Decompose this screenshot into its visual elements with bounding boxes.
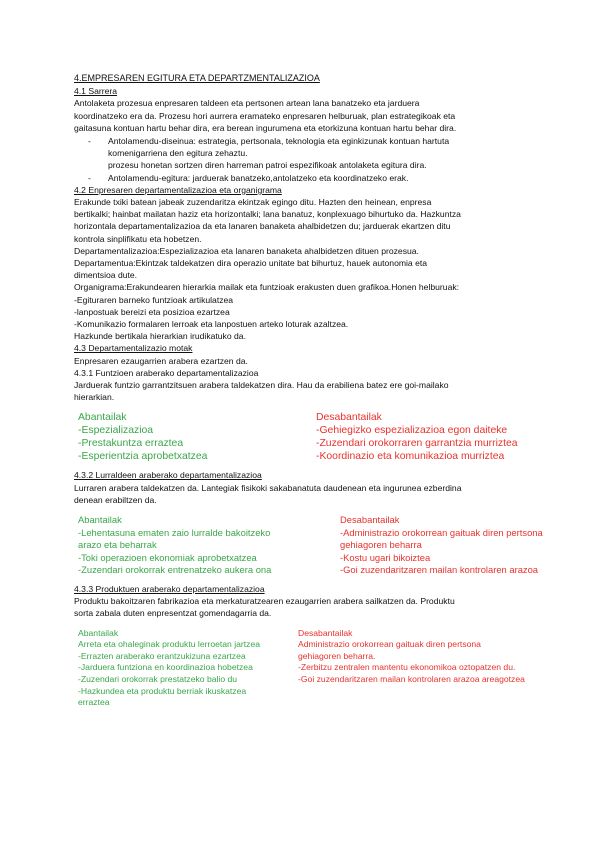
pros-cons-table-2 <box>74 514 554 577</box>
paragraph-line: dimentsioa dute. <box>74 270 138 281</box>
cons-heading: Desabantailak <box>316 412 382 424</box>
pros-item: -Zuzendari orokorrak prestatzeko balio du <box>78 674 238 685</box>
pros-item: Arreta eta ohaleginak produktu lerroetan jartzea <box>78 639 261 650</box>
paragraph-line: Departamentalizazioa:Espezializazioa eta lanaren banaketa ahalbidetzen dituen prozesua. <box>74 245 419 256</box>
pros-item: -Lehentasuna ematen zaio lurralde bakoitzeko <box>78 526 271 538</box>
pros-heading: Abantailak <box>78 627 119 638</box>
paragraph-line: -lanpostuak bereizi eta posizioa ezartzea <box>74 306 230 317</box>
pros-item: -Errazten araberako erantzukizuna ezartzea <box>78 650 246 661</box>
paragraph-line: Hazkunde bertikala hierarkian irudikatuko da. <box>74 331 246 342</box>
pros-item: -Esperientzia aprobetxatzea <box>78 451 208 463</box>
pros-heading: Abantailak <box>78 412 127 424</box>
list-item <box>74 172 554 184</box>
pros-item: -Prestakuntza erraztea <box>78 438 184 450</box>
paragraph-line: Jarduerak funtzio garrantzitsuen arabera taldekatzen dira. Hau da erabiliena batez ere goi-mailako <box>74 380 449 391</box>
pros-cons-table-3 <box>74 628 554 709</box>
cons-heading: Desabantailak <box>298 627 353 638</box>
pros-item: -Zuzendari orokorrak entrenatzeko aukera ona <box>78 564 272 576</box>
subsection-heading-4-3-3: 4.3.3 Produktuen araberako departamentalizazioa <box>74 584 265 595</box>
section-heading-4-2: 4.2 Enpresaren departamentalizazioa eta organigrama <box>74 184 282 195</box>
pros-item: -Espezializazioa <box>78 425 154 437</box>
cons-column <box>316 411 554 463</box>
pros-item: -Jarduera funtziona en koordinazioa hobetzea <box>78 662 253 673</box>
paragraph-line: -Egituraren barneko funtzioak artikulatzea <box>74 294 234 305</box>
paragraph-line: Enpresaren ezaugarrien arabera ezartzen da. <box>74 355 248 366</box>
paragraph-line: denean erabiltzen da. <box>74 494 157 505</box>
paragraph-line: Lurraren arabera taldekatzen da. Lantegiak fisikoki sakabanatuta daudenean eta ingurunea ezberdina <box>74 482 462 493</box>
cons-item: -Administrazio orokorrean gaituak diren pertsona <box>340 526 543 538</box>
page-title: 4.EMPRESAREN EGITURA ETA DEPARTZMENTALIZAZIOA <box>74 73 320 83</box>
cons-heading: Desabantailak <box>340 514 400 526</box>
cons-item: -Zuzendari orokorraren garrantzia murriztea <box>316 438 518 450</box>
pros-item: erraztea <box>78 697 110 708</box>
cons-item: -Kostu ugari bikoiztea <box>340 551 431 563</box>
paragraph-line: hierarkian. <box>74 392 115 403</box>
paragraph-line: Organigrama:Erakundearen hierarkia mailak eta funtzioak erakusten duen grafikoa.Honen helburuak: <box>74 282 460 293</box>
subsection-heading-4-3-1: 4.3.1 Funtzioen araberako departamentalizazioa <box>74 367 259 378</box>
paragraph-line: horizontala departamentalizazioa da eta lanaren banaketa ahalbidetzen du; jarduerak ekartzen ditu <box>74 221 451 232</box>
list-item-text: komenigarriena den egitura zehaztu. <box>108 148 248 159</box>
cons-item: -Koordinazio eta komunikazioa murriztea <box>316 451 505 463</box>
paragraph-line: koordinatzeko era da. Prozesu hori aurrera eramateko enpresaren helburuak, plan estrategikoak eta <box>74 110 456 121</box>
cons-column <box>340 514 554 577</box>
cons-item: gehiagoren beharra. <box>298 650 376 661</box>
list-item <box>74 135 554 172</box>
cons-item: Administrazio orokorrean gaituak diren pertsona <box>298 639 481 650</box>
paragraph-line: Antolaketa prozesua enpresaren taldeen eta pertsonen artean lana banatzeko eta jarduera <box>74 98 420 109</box>
cons-item: -Zerbitzu zentralen mantentu ekonomikoa oztopatzen du. <box>298 662 516 673</box>
list-item-text: - Antolamendu-diseinua: estrategia, pertsonala, teknologia eta eginkizunak kontuan hartuta <box>108 136 450 147</box>
pros-heading: Abantailak <box>78 514 122 526</box>
paragraph-line: Erakunde txiki batean jabeak zuzendaritza ekintzak egingo ditu. Hazten den heinean, enpresa <box>74 197 432 208</box>
cons-item: gehiagoren beharra <box>340 539 422 551</box>
subsection-heading-4-3-2: 4.3.2 Lurraldeen araberako departamentalizazioa <box>74 470 262 481</box>
pros-cons-table-1 <box>74 411 554 463</box>
pros-item: arazo eta beharrak <box>78 539 157 551</box>
paragraph-line: kontrola sinplifikatu eta hobetzen. <box>74 233 202 244</box>
paragraph-line: Produktu bakoitzaren fabrikazioa eta merkaturatzearen ezaugarrien arabera sailkatzen da. Produktu <box>74 596 455 607</box>
paragraph-line: gaitasuna kontuan hartu behar dira, era berean ingurumena eta etorkizuna kontuan hartu behar dira. <box>74 122 457 133</box>
pros-column <box>74 411 316 463</box>
pros-item: -Toki operazioen ekonomiak aprobetxatzea <box>78 551 257 563</box>
pros-column <box>74 628 298 709</box>
bullet-list <box>74 135 554 184</box>
paragraph-line: sorta zabala duten enpresentzat gomendagarria da. <box>74 608 272 619</box>
cons-item: -Goi zuzendaritzaren mailan kontrolaren arazoa areagotzea <box>298 674 525 685</box>
document-page <box>74 72 554 715</box>
list-item-subline: prozesu honetan sortzen diren harreman patroi espezifikoak antolaketa egitura dira. <box>108 160 427 171</box>
list-item-text: - Antolamendu-egitura: jarduerak banatzeko,antolatzeko eta koordinatzeko erak. <box>108 172 409 183</box>
section-heading-4-3: 4.3 Departamentalizazio motak <box>74 343 193 354</box>
cons-item: -Gehiegizko espezializazioa egon daiteke <box>316 425 508 437</box>
cons-column <box>298 628 554 709</box>
pros-item: -Hazkundea eta produktu berriak ikuskatzea <box>78 685 247 696</box>
paragraph-line: -Komunikazio formalaren lerroak eta lanpostuen arteko loturak azaltzea. <box>74 319 349 330</box>
cons-item: -Goi zuzendaritzaren mailan kontrolaren arazoa <box>340 564 539 576</box>
section-heading-4-1: 4.1 Sarrera <box>74 86 117 97</box>
paragraph-line: bertikalki; hainbat mailatan haziz eta horizontalki; lana banatuz, konplexuago bihurtuko da. Hazkuntza <box>74 209 461 220</box>
paragraph-line: Departamentua:Ekintzak taldekatzen dira operazio unitate bat bihurtuz, hauek autonomia eta <box>74 258 428 269</box>
pros-column <box>74 514 340 577</box>
